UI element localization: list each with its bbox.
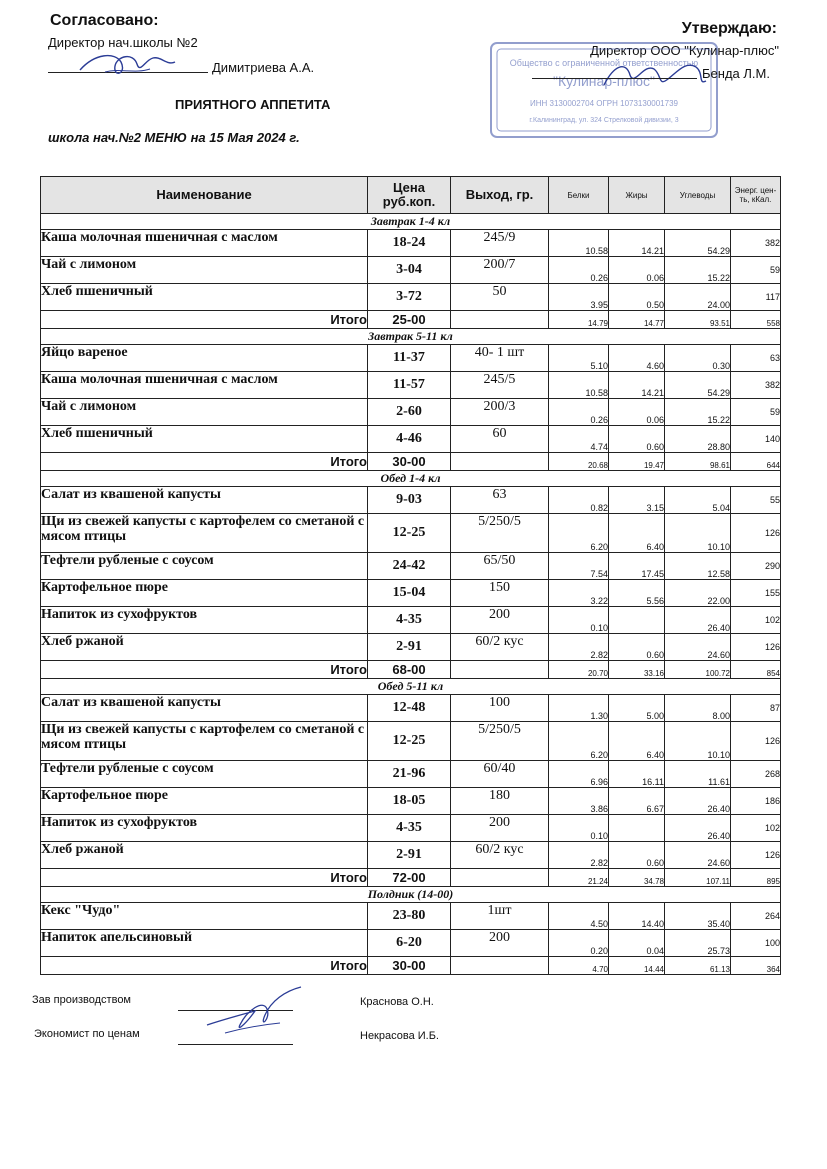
table-row (41, 345, 781, 372)
dish-name: Салат из квашеной капусты (41, 487, 368, 514)
col-header-name: Наименование (41, 177, 368, 214)
dish-carbs: 54.29 (665, 230, 731, 257)
table-row (41, 487, 781, 514)
total-price: 72-00 (368, 869, 451, 887)
dish-price: 11-57 (368, 372, 451, 399)
table-row (41, 372, 781, 399)
dish-protein: 1.30 (549, 695, 609, 722)
dish-carbs: 5.04 (665, 487, 731, 514)
dish-output: 5/250/5 (451, 514, 549, 553)
dish-name: Чай с лимоном (41, 399, 368, 426)
table-row (41, 842, 781, 869)
dish-carbs: 35.40 (665, 903, 731, 930)
dish-protein: 2.82 (549, 842, 609, 869)
dish-kcal: 63 (731, 345, 781, 372)
dish-output: 60/40 (451, 761, 549, 788)
dish-fat: 6.40 (609, 514, 665, 553)
dish-carbs: 8.00 (665, 695, 731, 722)
table-row (41, 634, 781, 661)
menu-greeting: ПРИЯТНОГО АППЕТИТА (175, 97, 331, 112)
dish-kcal: 382 (731, 372, 781, 399)
dish-output: 245/5 (451, 372, 549, 399)
dish-carbs: 24.00 (665, 284, 731, 311)
dish-protein: 5.10 (549, 345, 609, 372)
dish-fat: 0.60 (609, 426, 665, 453)
table-row (41, 788, 781, 815)
dish-fat: 5.00 (609, 695, 665, 722)
dish-name: Хлеб ржаной (41, 842, 368, 869)
dish-kcal: 155 (731, 580, 781, 607)
section-title: Обед 1-4 кл (41, 471, 781, 487)
dish-carbs: 25.73 (665, 930, 731, 957)
dish-name: Напиток из сухофруктов (41, 607, 368, 634)
total-output (451, 869, 549, 887)
total-label: Итого (41, 661, 368, 679)
dish-output: 180 (451, 788, 549, 815)
dish-price: 2-60 (368, 399, 451, 426)
dish-carbs: 15.22 (665, 257, 731, 284)
table-row (41, 761, 781, 788)
table-row (41, 580, 781, 607)
dish-name: Кекс "Чудо" (41, 903, 368, 930)
dish-kcal: 126 (731, 514, 781, 553)
dish-kcal: 55 (731, 487, 781, 514)
dish-carbs: 22.00 (665, 580, 731, 607)
total-row (41, 869, 781, 887)
total-fat: 14.77 (609, 311, 665, 329)
total-kcal: 364 (731, 957, 781, 975)
total-label: Итого (41, 869, 368, 887)
dish-output: 100 (451, 695, 549, 722)
table-row (41, 514, 781, 553)
dish-kcal: 126 (731, 722, 781, 761)
dish-output: 60 (451, 426, 549, 453)
dish-kcal: 126 (731, 842, 781, 869)
dish-carbs: 10.10 (665, 722, 731, 761)
dish-protein: 0.10 (549, 815, 609, 842)
dish-price: 21-96 (368, 761, 451, 788)
section-row (41, 887, 781, 903)
dish-fat: 6.67 (609, 788, 665, 815)
table-header-row (41, 177, 781, 214)
dish-name: Картофельное пюре (41, 580, 368, 607)
confirm-role: Директор ООО "Кулинар-плюс" (590, 43, 779, 58)
dish-protein: 6.20 (549, 514, 609, 553)
dish-price: 3-72 (368, 284, 451, 311)
dish-output: 65/50 (451, 553, 549, 580)
table-row (41, 257, 781, 284)
dish-fat (609, 607, 665, 634)
dish-fat: 4.60 (609, 345, 665, 372)
dish-protein: 10.58 (549, 230, 609, 257)
dish-kcal: 382 (731, 230, 781, 257)
total-label: Итого (41, 311, 368, 329)
dish-price: 18-05 (368, 788, 451, 815)
dish-name: Каша молочная пшеничная с маслом (41, 230, 368, 257)
dish-name: Чай с лимоном (41, 257, 368, 284)
dish-output: 200/3 (451, 399, 549, 426)
dish-protein: 0.10 (549, 607, 609, 634)
confirm-name: Бенда Л.М. (702, 66, 770, 81)
dish-fat: 14.21 (609, 230, 665, 257)
dish-fat: 6.40 (609, 722, 665, 761)
dish-protein: 0.20 (549, 930, 609, 957)
dish-carbs: 10.10 (665, 514, 731, 553)
total-fat: 14.44 (609, 957, 665, 975)
dish-carbs: 24.60 (665, 842, 731, 869)
dish-fat (609, 815, 665, 842)
footer-econ-role: Экономист по ценам (34, 1028, 140, 1040)
total-label: Итого (41, 453, 368, 471)
total-price: 30-00 (368, 453, 451, 471)
dish-kcal: 140 (731, 426, 781, 453)
total-fat: 19.47 (609, 453, 665, 471)
table-row (41, 815, 781, 842)
dish-protein: 3.22 (549, 580, 609, 607)
dish-name: Салат из квашеной капусты (41, 695, 368, 722)
section-row (41, 679, 781, 695)
dish-protein: 7.54 (549, 553, 609, 580)
section-row (41, 329, 781, 345)
total-carbs: 61.13 (665, 957, 731, 975)
dish-kcal: 102 (731, 607, 781, 634)
stamp-line3: ИНН 3130002704 ОГРН 1073130001739 (530, 99, 678, 108)
total-fat: 33.16 (609, 661, 665, 679)
footer-signature-image (205, 985, 305, 1040)
table-row (41, 903, 781, 930)
dish-output: 50 (451, 284, 549, 311)
dish-price: 9-03 (368, 487, 451, 514)
approved-name: Димитриева А.А. (212, 60, 315, 75)
total-output (451, 661, 549, 679)
dish-price: 3-04 (368, 257, 451, 284)
dish-price: 4-35 (368, 815, 451, 842)
total-output (451, 311, 549, 329)
dish-fat: 0.06 (609, 257, 665, 284)
total-carbs: 93.51 (665, 311, 731, 329)
dish-output: 60/2 кус (451, 842, 549, 869)
table-row (41, 722, 781, 761)
col-header-price: Цена руб.коп. (368, 177, 451, 214)
total-kcal: 854 (731, 661, 781, 679)
section-title: Завтрак 5-11 кл (41, 329, 781, 345)
dish-price: 24-42 (368, 553, 451, 580)
confirm-signature-image (600, 55, 710, 95)
dish-kcal: 59 (731, 257, 781, 284)
dish-price: 23-80 (368, 903, 451, 930)
col-header-protein: Белки (549, 177, 609, 214)
col-header-output: Выход, гр. (451, 177, 549, 214)
total-label: Итого (41, 957, 368, 975)
total-price: 68-00 (368, 661, 451, 679)
dish-protein: 2.82 (549, 634, 609, 661)
dish-output: 150 (451, 580, 549, 607)
dish-carbs: 0.30 (665, 345, 731, 372)
dish-price: 15-04 (368, 580, 451, 607)
dish-kcal: 186 (731, 788, 781, 815)
dish-carbs: 15.22 (665, 399, 731, 426)
dish-kcal: 268 (731, 761, 781, 788)
table-row (41, 930, 781, 957)
dish-fat: 3.15 (609, 487, 665, 514)
total-row (41, 957, 781, 975)
dish-name: Щи из свежей капусты с картофелем со сметаной с мясом птицы (41, 722, 368, 761)
dish-carbs: 26.40 (665, 815, 731, 842)
table-row (41, 284, 781, 311)
dish-name: Напиток из сухофруктов (41, 815, 368, 842)
dish-protein: 10.58 (549, 372, 609, 399)
dish-kcal: 102 (731, 815, 781, 842)
total-row (41, 311, 781, 329)
table-row (41, 607, 781, 634)
total-output (451, 453, 549, 471)
approved-signature-image (75, 48, 185, 80)
dish-name: Каша молочная пшеничная с маслом (41, 372, 368, 399)
section-title: Обед 5-11 кл (41, 679, 781, 695)
dish-price: 12-25 (368, 722, 451, 761)
dish-price: 2-91 (368, 634, 451, 661)
dish-carbs: 26.40 (665, 788, 731, 815)
dish-price: 11-37 (368, 345, 451, 372)
table-row (41, 230, 781, 257)
stamp-line4: г.Калининград, ул. 324 Стрелковой дивизии, 3 (529, 117, 679, 124)
dish-protein: 6.96 (549, 761, 609, 788)
dish-fat: 0.60 (609, 634, 665, 661)
dish-kcal: 290 (731, 553, 781, 580)
total-carbs: 100.72 (665, 661, 731, 679)
dish-price: 4-46 (368, 426, 451, 453)
dish-protein: 4.74 (549, 426, 609, 453)
dish-protein: 3.95 (549, 284, 609, 311)
total-protein: 21.24 (549, 869, 609, 887)
menu-date: школа нач.№2 МЕНЮ на 15 Мая 2024 г. (48, 130, 300, 145)
dish-output: 200 (451, 607, 549, 634)
total-carbs: 107.11 (665, 869, 731, 887)
dish-carbs: 26.40 (665, 607, 731, 634)
dish-carbs: 54.29 (665, 372, 731, 399)
section-row (41, 471, 781, 487)
dish-output: 60/2 кус (451, 634, 549, 661)
dish-fat: 14.40 (609, 903, 665, 930)
dish-fat: 0.04 (609, 930, 665, 957)
dish-name: Напиток апельсиновый (41, 930, 368, 957)
total-kcal: 558 (731, 311, 781, 329)
menu-table (40, 176, 781, 975)
dish-kcal: 59 (731, 399, 781, 426)
dish-protein: 4.50 (549, 903, 609, 930)
table-row (41, 426, 781, 453)
dish-name: Яйцо вареное (41, 345, 368, 372)
dish-fat: 0.60 (609, 842, 665, 869)
stamp-line2: "Кулинар-плюс" (553, 73, 655, 89)
total-fat: 34.78 (609, 869, 665, 887)
dish-fat: 14.21 (609, 372, 665, 399)
total-price: 25-00 (368, 311, 451, 329)
confirm-signature-line (532, 78, 697, 79)
table-row (41, 399, 781, 426)
dish-kcal: 126 (731, 634, 781, 661)
dish-name: Тефтели рубленые с соусом (41, 553, 368, 580)
dish-price: 4-35 (368, 607, 451, 634)
dish-fat: 16.11 (609, 761, 665, 788)
footer-prod-role: Зав производством (32, 994, 131, 1006)
dish-fat: 17.45 (609, 553, 665, 580)
dish-protein: 6.20 (549, 722, 609, 761)
dish-name: Щи из свежей капусты с картофелем со сметаной с мясом птицы (41, 514, 368, 553)
footer-econ-signature-line (178, 1044, 293, 1045)
col-header-carbs: Углеводы (665, 177, 731, 214)
footer-econ-name: Некрасова И.Б. (360, 1030, 439, 1042)
dish-output: 200 (451, 815, 549, 842)
footer-prod-name: Краснова О.Н. (360, 996, 434, 1008)
total-protein: 20.70 (549, 661, 609, 679)
dish-fat: 0.50 (609, 284, 665, 311)
approved-role: Директор нач.школы №2 (48, 35, 198, 50)
total-price: 30-00 (368, 957, 451, 975)
dish-name: Хлеб пшеничный (41, 284, 368, 311)
stamp-line1: Общество с ограниченной ответственностью (509, 58, 699, 68)
dish-output: 40- 1 шт (451, 345, 549, 372)
dish-carbs: 24.60 (665, 634, 731, 661)
dish-carbs: 11.61 (665, 761, 731, 788)
dish-kcal: 87 (731, 695, 781, 722)
dish-protein: 0.26 (549, 399, 609, 426)
dish-price: 2-91 (368, 842, 451, 869)
dish-price: 12-25 (368, 514, 451, 553)
dish-kcal: 100 (731, 930, 781, 957)
total-kcal: 895 (731, 869, 781, 887)
total-kcal: 644 (731, 453, 781, 471)
total-protein: 20.68 (549, 453, 609, 471)
dish-name: Хлеб ржаной (41, 634, 368, 661)
dish-protein: 0.26 (549, 257, 609, 284)
dish-fat: 0.06 (609, 399, 665, 426)
section-row (41, 214, 781, 230)
dish-output: 5/250/5 (451, 722, 549, 761)
dish-kcal: 117 (731, 284, 781, 311)
total-carbs: 98.61 (665, 453, 731, 471)
dish-carbs: 12.58 (665, 553, 731, 580)
dish-name: Картофельное пюре (41, 788, 368, 815)
dish-price: 6-20 (368, 930, 451, 957)
col-header-fat: Жиры (609, 177, 665, 214)
dish-name: Тефтели рубленые с соусом (41, 761, 368, 788)
dish-carbs: 28.80 (665, 426, 731, 453)
dish-output: 200/7 (451, 257, 549, 284)
section-title: Полдник (14-00) (41, 887, 781, 903)
table-row (41, 695, 781, 722)
section-title: Завтрак 1-4 кл (41, 214, 781, 230)
table-row (41, 553, 781, 580)
total-protein: 4.70 (549, 957, 609, 975)
approved-title: Согласовано: (50, 12, 159, 29)
total-output (451, 957, 549, 975)
dish-protein: 3.86 (549, 788, 609, 815)
dish-output: 245/9 (451, 230, 549, 257)
dish-output: 63 (451, 487, 549, 514)
confirm-title: Утверждаю: (681, 20, 777, 37)
total-row (41, 453, 781, 471)
dish-fat: 5.56 (609, 580, 665, 607)
dish-protein: 0.82 (549, 487, 609, 514)
dish-name: Хлеб пшеничный (41, 426, 368, 453)
dish-price: 18-24 (368, 230, 451, 257)
dish-price: 12-48 (368, 695, 451, 722)
col-header-energy: Энерг. цен-ть, кКал. (731, 177, 781, 214)
total-protein: 14.79 (549, 311, 609, 329)
dish-kcal: 264 (731, 903, 781, 930)
dish-output: 1шт (451, 903, 549, 930)
dish-output: 200 (451, 930, 549, 957)
total-row (41, 661, 781, 679)
